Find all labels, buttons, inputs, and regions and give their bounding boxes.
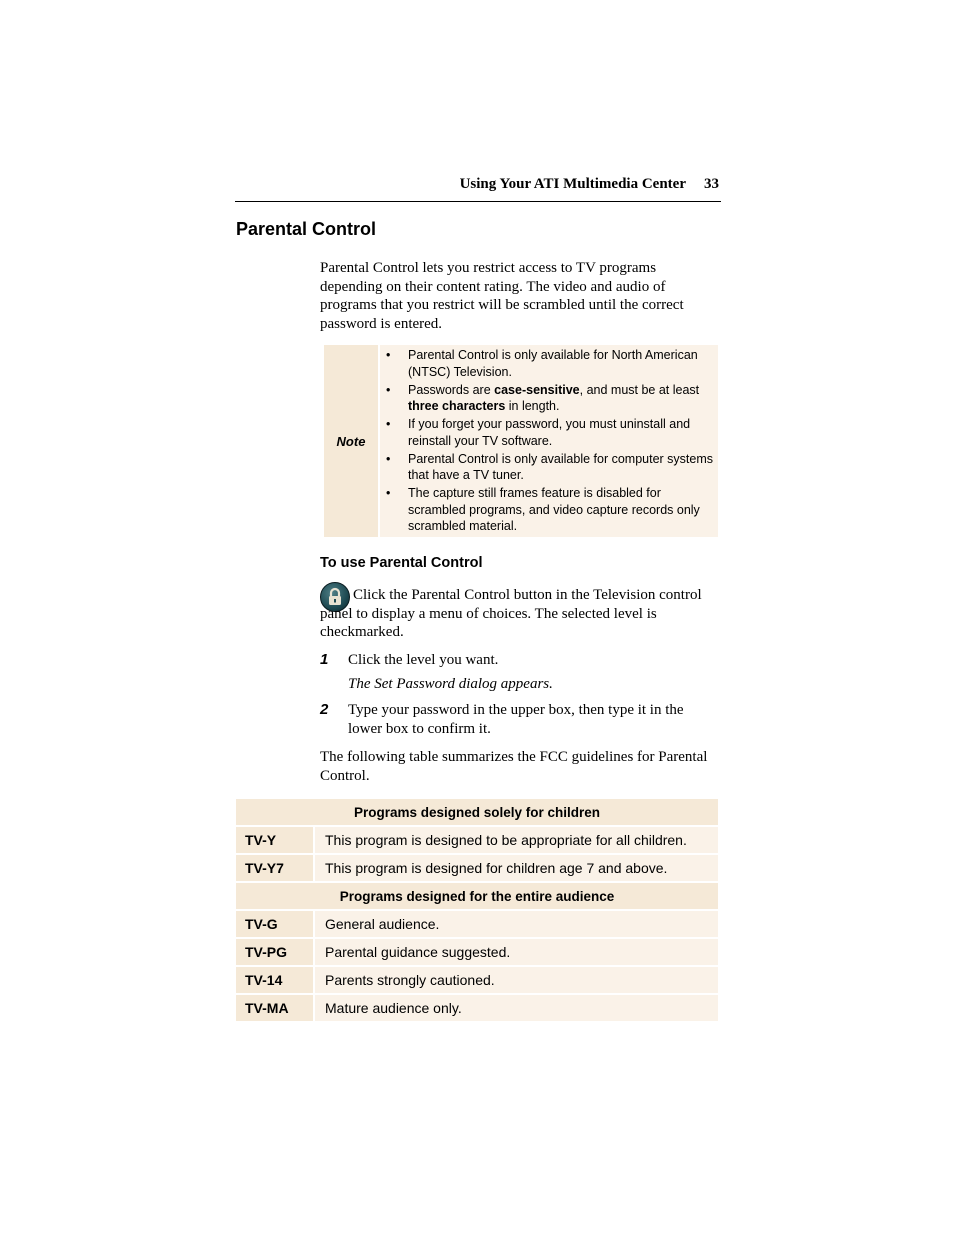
- note-label: Note: [324, 345, 378, 537]
- intro-paragraph: Parental Control lets you restrict access to TV programs depending on their content rating. The video and audio of programs that you restrict will be scrambled until the correct password is entered.: [320, 260, 684, 332]
- bullet: •: [386, 348, 391, 362]
- page-number: 33: [704, 176, 719, 192]
- bullet: •: [386, 382, 391, 397]
- table-row: [236, 827, 718, 853]
- note-item: [386, 451, 714, 484]
- rating-description: This program is designed for children age 7 and above.: [313, 855, 718, 881]
- rating-code: TV-Y: [236, 827, 313, 853]
- category-row: [236, 883, 718, 909]
- note-item: [386, 382, 714, 415]
- bullet: •: [386, 417, 391, 431]
- subheading: To use Parental Control: [320, 555, 483, 571]
- bullet: •: [386, 486, 391, 500]
- table-intro: The following table summarizes the FCC guidelines for Parental Control.: [320, 749, 708, 784]
- rating-description: General audience.: [313, 911, 718, 937]
- rating-code: TV-MA: [236, 995, 313, 1021]
- table-row: [236, 967, 718, 993]
- step-text: Click the level you want.: [348, 652, 499, 668]
- category-heading: Programs designed solely for children: [236, 799, 718, 825]
- step-number: 1: [320, 651, 329, 668]
- table-row: [236, 995, 718, 1021]
- step-text: Type your password in the upper box, then type it in the lower box to confirm it.: [348, 702, 684, 737]
- note-item: [386, 485, 714, 535]
- rating-description: Parental guidance suggested.: [313, 939, 718, 965]
- note-list: [380, 345, 718, 537]
- step-number: 2: [320, 701, 329, 718]
- note-item-text: The capture still frames feature is disabled for scrambled programs, and video capture records only scrambled material.: [408, 486, 700, 533]
- category-heading: Programs designed for the entire audience: [236, 883, 718, 909]
- note-box: [324, 345, 718, 537]
- section-title: Parental Control: [236, 219, 377, 239]
- note-item-text: Parental Control is only available for North American (NTSC) Television.: [408, 348, 698, 379]
- rating-code: TV-PG: [236, 939, 313, 965]
- note-item-text: Passwords are case-sensitive, and must be at least three characters in length.: [408, 382, 700, 413]
- rating-description: Parents strongly cautioned.: [313, 967, 718, 993]
- table-row: [236, 855, 718, 881]
- rating-description: This program is designed to be appropriate for all children.: [313, 827, 718, 853]
- bullet: •: [386, 451, 391, 466]
- note-item-text: Parental Control is only available for computer systems that have a TV tuner.: [408, 451, 713, 482]
- instruction-paragraph: Click the Parental Control button in the Television control panel to display a menu of choices. The selected level is checkmarked.: [320, 587, 702, 640]
- rating-code: TV-14: [236, 967, 313, 993]
- note-item: [386, 347, 714, 380]
- ratings-table: [236, 797, 718, 1023]
- running-title: Using Your ATI Multimedia Center: [459, 176, 686, 192]
- category-row: [236, 799, 718, 825]
- table-row: [236, 911, 718, 937]
- note-item-text: If you forget your password, you must uninstall and reinstall your TV software.: [408, 417, 691, 448]
- table-row: [236, 939, 718, 965]
- rating-code: TV-Y7: [236, 855, 313, 881]
- running-header: [235, 176, 721, 202]
- rating-code: TV-G: [236, 911, 313, 937]
- rating-description: Mature audience only.: [313, 995, 718, 1021]
- note-item: [386, 416, 714, 449]
- step-result: The Set Password dialog appears.: [348, 676, 553, 692]
